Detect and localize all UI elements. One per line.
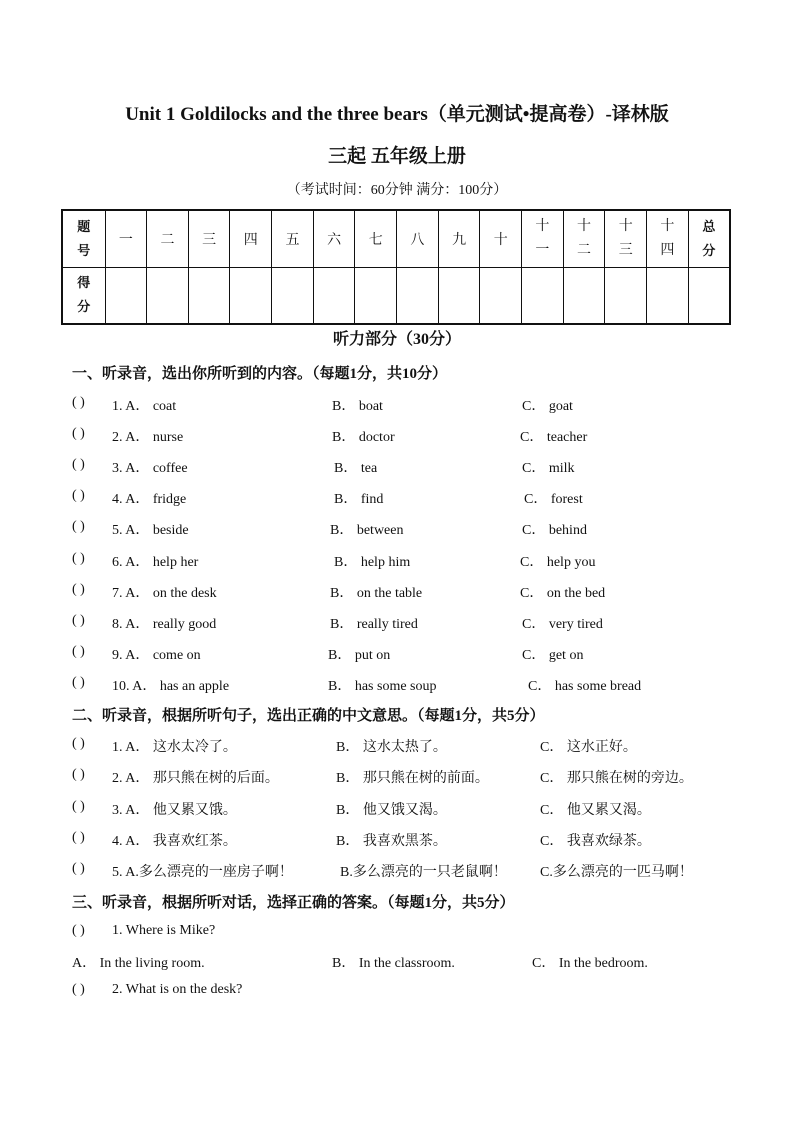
question-number-cell: 九	[438, 210, 480, 267]
option-b: B． In the classroom.	[332, 956, 455, 971]
option-b: B． has some soup	[328, 679, 437, 694]
answer-blank[interactable]: ( )	[72, 767, 85, 782]
score-cell[interactable]	[647, 267, 689, 324]
answer-blank[interactable]: ( )	[72, 923, 85, 938]
option-b: B． really tired	[330, 617, 418, 632]
answer-blank[interactable]: ( )	[72, 613, 85, 628]
question-row	[0, 830, 794, 852]
option-a: 1. A． coat	[112, 399, 177, 414]
option-a: 2. A． 那只熊在树的后面。	[112, 771, 279, 786]
question-number-cell: 三	[188, 210, 230, 267]
score-table	[61, 209, 731, 325]
option-a: 8. A． really good	[112, 617, 217, 632]
question-text: 2. What is on the desk?	[112, 982, 243, 997]
answer-blank[interactable]: ( )	[72, 426, 85, 441]
question-number-cell: 十 一	[522, 210, 564, 267]
score-cell[interactable]	[397, 267, 439, 324]
option-a: 5. A.多么漂亮的一座房子啊！	[112, 865, 293, 880]
question-row	[0, 582, 794, 604]
option-a: 2. A． nurse	[112, 430, 184, 445]
option-b: B． boat	[332, 399, 383, 414]
option-c: C． behind	[522, 523, 587, 538]
option-c: C． In the bedroom.	[532, 956, 648, 971]
score-cell[interactable]	[105, 267, 147, 324]
option-b: B． doctor	[332, 430, 395, 445]
answer-blank[interactable]: ( )	[72, 519, 85, 534]
score-cell[interactable]	[480, 267, 522, 324]
option-c: C． 我喜欢绿茶。	[540, 834, 651, 849]
options-row	[0, 952, 794, 974]
option-a: 3. A． 他又累又饿。	[112, 803, 237, 818]
question-row	[0, 644, 794, 666]
option-a: 1. A． 这水太冷了。	[112, 740, 237, 755]
listening-section-heading: 听力部分（30分）	[332, 331, 461, 348]
question-row	[0, 767, 794, 789]
question-number-cell: 十 四	[647, 210, 689, 267]
option-a: 6. A． help her	[112, 555, 199, 570]
score-cell[interactable]	[272, 267, 314, 324]
question-number-cell: 一	[105, 210, 147, 267]
score-cell[interactable]	[188, 267, 230, 324]
question-row	[0, 736, 794, 758]
score-cell[interactable]	[355, 267, 397, 324]
answer-blank[interactable]: ( )	[72, 736, 85, 751]
option-a: 4. A． 我喜欢红茶。	[112, 834, 237, 849]
option-c: C． 这水正好。	[540, 740, 637, 755]
option-b: B.多么漂亮的一只老鼠啊！	[340, 865, 507, 880]
option-c: C． goat	[522, 399, 573, 414]
question-row	[0, 675, 794, 697]
question-number-cell: 十	[480, 210, 522, 267]
question-row	[0, 519, 794, 541]
option-b: B． between	[330, 523, 404, 538]
section2-heading: 二、听录音，根据所听句子，选出正确的中文意思。（每题1分，共5分）	[72, 708, 545, 724]
question-row	[0, 488, 794, 510]
option-c: C． help you	[520, 555, 596, 570]
question-row	[0, 923, 794, 945]
total-label-cell: 总 分	[688, 210, 730, 267]
answer-blank[interactable]: ( )	[72, 675, 85, 690]
option-a: 10. A． has an apple	[112, 679, 230, 694]
question-row	[0, 395, 794, 417]
answer-blank[interactable]: ( )	[72, 457, 85, 472]
question-number-cell: 六	[313, 210, 355, 267]
exam-title-line1: Unit 1 Goldilocks and the three bears（单元测试•提高卷）-译林版	[125, 104, 669, 125]
option-b: B． 他又饿又渴。	[336, 803, 447, 818]
question-row	[0, 799, 794, 821]
option-c: C． teacher	[520, 430, 588, 445]
question-number-cell: 五	[272, 210, 314, 267]
section1-heading: 一、听录音，选出你所听到的内容。（每题1分，共10分）	[72, 366, 448, 382]
section3-heading: 三、听录音，根据所听对话，选择正确的答案。（每题1分，共5分）	[72, 895, 515, 911]
option-c: C． get on	[522, 648, 584, 663]
option-c: C.多么漂亮的一匹马啊！	[540, 865, 693, 880]
option-c: C． 他又累又渴。	[540, 803, 651, 818]
answer-blank[interactable]: ( )	[72, 488, 85, 503]
question-number-cell: 十 三	[605, 210, 647, 267]
header-label-cell: 题 号	[62, 210, 105, 267]
option-c: C． forest	[524, 492, 583, 507]
option-b: B． on the table	[330, 586, 423, 601]
score-cell[interactable]	[313, 267, 355, 324]
score-cell[interactable]	[147, 267, 189, 324]
option-b: B． find	[334, 492, 384, 507]
answer-blank[interactable]: ( )	[72, 551, 85, 566]
score-table-header-row	[62, 210, 730, 267]
score-cell[interactable]	[522, 267, 564, 324]
question-row	[0, 982, 794, 1004]
answer-blank[interactable]: ( )	[72, 830, 85, 845]
option-b: B． 那只熊在树的前面。	[336, 771, 489, 786]
score-label-cell: 得 分	[62, 267, 105, 324]
option-c: C． very tired	[522, 617, 603, 632]
option-c: C． milk	[522, 461, 575, 476]
question-row	[0, 551, 794, 573]
score-cell[interactable]	[438, 267, 480, 324]
question-number-cell: 八	[397, 210, 439, 267]
option-a: 5. A． beside	[112, 523, 189, 538]
option-a: A． In the living room.	[72, 956, 205, 971]
answer-blank[interactable]: ( )	[72, 861, 85, 876]
option-b: B． help him	[334, 555, 411, 570]
option-b: B． tea	[334, 461, 378, 476]
exam-title-line2: 三起 五年级上册	[328, 146, 466, 167]
option-b: B． put on	[328, 648, 391, 663]
option-c: C． has some bread	[528, 679, 642, 694]
question-row	[0, 861, 794, 883]
score-cell[interactable]	[605, 267, 647, 324]
score-cell[interactable]	[563, 267, 605, 324]
score-table-score-row	[62, 267, 730, 324]
answer-blank[interactable]: ( )	[72, 395, 85, 410]
option-b: B． 我喜欢黑茶。	[336, 834, 447, 849]
question-row	[0, 613, 794, 635]
question-row	[0, 457, 794, 479]
score-cell[interactable]	[688, 267, 730, 324]
option-c: C． on the bed	[520, 586, 606, 601]
question-row	[0, 426, 794, 448]
question-number-cell: 二	[147, 210, 189, 267]
answer-blank[interactable]: ( )	[72, 582, 85, 597]
option-c: C． 那只熊在树的旁边。	[540, 771, 693, 786]
option-b: B． 这水太热了。	[336, 740, 447, 755]
question-number-cell: 四	[230, 210, 272, 267]
exam-subtitle: （考试时间：60分钟 满分：100分）	[286, 183, 508, 198]
question-text: 1. Where is Mike?	[112, 923, 216, 938]
option-a: 7. A． on the desk	[112, 586, 217, 601]
option-a: 9. A． come on	[112, 648, 201, 663]
option-a: 3. A． coffee	[112, 461, 188, 476]
option-a: 4. A． fridge	[112, 492, 187, 507]
answer-blank[interactable]: ( )	[72, 799, 85, 814]
answer-blank[interactable]: ( )	[72, 644, 85, 659]
question-number-cell: 十 二	[563, 210, 605, 267]
answer-blank[interactable]: ( )	[72, 982, 85, 997]
question-number-cell: 七	[355, 210, 397, 267]
score-cell[interactable]	[230, 267, 272, 324]
